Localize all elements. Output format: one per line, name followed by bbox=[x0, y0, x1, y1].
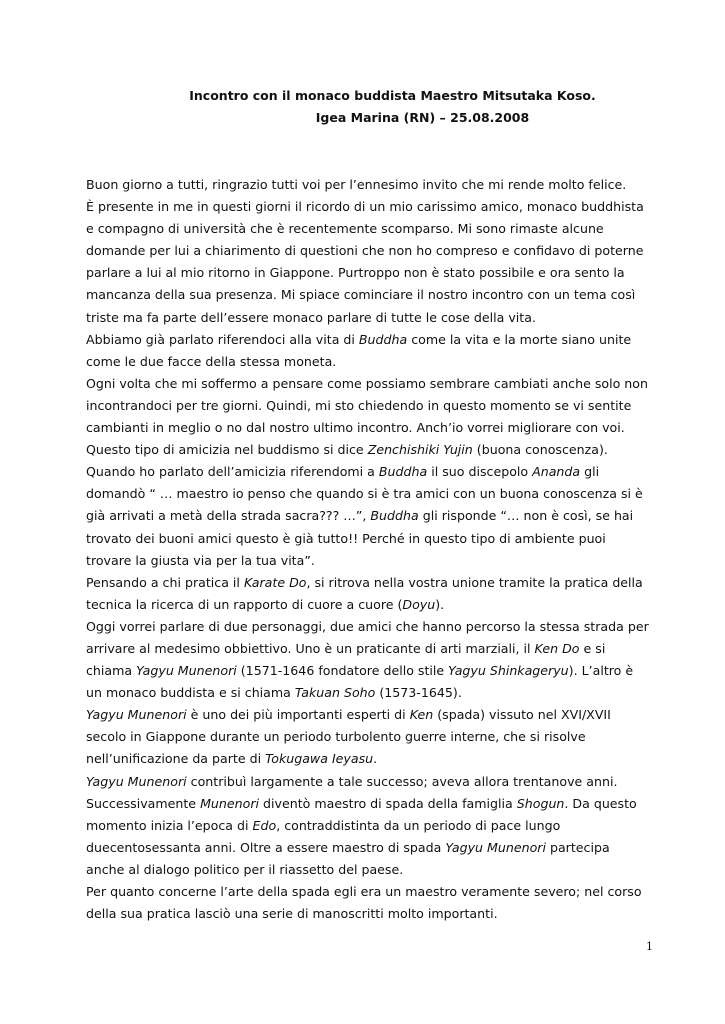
text-run: , contraddistinta da un periodo di pace lungo duecentosessanta anni. Oltre a essere maestro di spada bbox=[86, 817, 561, 855]
paragraph bbox=[86, 461, 652, 571]
italic-term: Ken bbox=[409, 707, 434, 723]
document-body bbox=[86, 174, 652, 925]
paragraph bbox=[86, 771, 652, 793]
text-run: Ogni volta che mi soffermo a pensare come possiamo sembrare cambiati anche solo non incontrandoci per tre giorni. Quindi, mi sto chiedendo in questo momento se vi sentite cambianti in meglio o no dal nostro ultimo incontro. Anch’io vorrei migliorare con voi. bbox=[86, 375, 648, 436]
italic-term: Doyu bbox=[402, 596, 436, 612]
italic-term: Yagyu Shinkageryu bbox=[448, 663, 569, 679]
paragraph bbox=[86, 572, 652, 616]
paragraph bbox=[86, 196, 652, 329]
italic-term: Ananda bbox=[532, 464, 581, 480]
italic-term: Yagyu Munenori bbox=[86, 707, 187, 723]
paragraph bbox=[86, 881, 652, 925]
paragraph bbox=[86, 373, 652, 439]
title-line-2: Igea Marina (RN) – 25.08.2008 bbox=[315, 110, 530, 125]
text-run: . Da questo momento inizia l’epoca di bbox=[86, 795, 637, 833]
text-run: contribuì largamente a tale successo; aveva allora trentanove anni. bbox=[186, 773, 618, 789]
text-run: (1571-1646 fondatore dello stile bbox=[236, 663, 449, 679]
text-run: come la vita e la morte siano unite come le due facce della stessa moneta. bbox=[86, 331, 632, 369]
text-run: gli domandò “ … maestro io penso che quando si è tra amici con un buona conoscenza si è già arrivati a metà della strada sacra??? …”, bbox=[86, 464, 643, 524]
italic-term: Edo bbox=[252, 817, 277, 833]
italic-term: Buddha bbox=[370, 508, 419, 524]
text-run: Quando ho parlato dell’amicizia riferendomi a bbox=[86, 464, 379, 480]
text-run: il suo discepolo bbox=[427, 464, 533, 480]
paragraph bbox=[86, 329, 652, 373]
text-run: diventò maestro di spada della famiglia bbox=[259, 795, 517, 811]
italic-term: Munenori bbox=[200, 795, 260, 811]
paragraph bbox=[86, 704, 652, 770]
text-run: partecipa anche al dialogo politico per il riassetto del paese. bbox=[86, 839, 610, 877]
text-run: (buona conoscenza). bbox=[472, 442, 608, 458]
italic-term: Buddha bbox=[378, 464, 428, 480]
paragraph bbox=[86, 793, 652, 881]
text-run: ). L’altro è un monaco buddista e si chiama bbox=[86, 663, 634, 701]
text-run: Pensando a chi pratica il bbox=[86, 574, 244, 590]
text-run: ). bbox=[435, 596, 445, 612]
paragraph bbox=[86, 439, 652, 461]
italic-term: Buddha bbox=[358, 331, 408, 347]
italic-term: Shogun bbox=[516, 795, 565, 811]
text-run: (spada) vissuto nel XVI/XVII secolo in Giappone durante un periodo turbolento guerre interne, che si risolve nell’unificazione da parte di bbox=[86, 707, 611, 767]
italic-term: Takuan Soho bbox=[294, 685, 376, 701]
text-run: (1573-1645). bbox=[375, 685, 462, 701]
italic-term: Yagyu Munenori bbox=[136, 663, 237, 679]
text-run: gli risponde “… non è così, se hai trovato dei buoni amici questo è già tutto!! Perché in questo tipo di ambiente puoi trovare la giusta via per la tua vita”. bbox=[86, 508, 634, 568]
text-run: Abbiamo già parlato riferendoci alla vita di bbox=[86, 331, 359, 347]
text-run: . bbox=[373, 751, 378, 767]
paragraph bbox=[86, 616, 652, 704]
text-run: Oggi vorrei parlare di due personaggi, due amici che hanno percorso la stessa strada per arrivare al medesimo obbiettivo. Uno è un praticante di arti marziali, il bbox=[86, 618, 649, 656]
text-run: Successivamente bbox=[86, 795, 201, 811]
italic-term: Yagyu Munenori bbox=[445, 839, 546, 855]
page-number: 1 bbox=[646, 940, 653, 953]
italic-term: Karate Do bbox=[243, 574, 307, 590]
italic-term: Ken Do bbox=[534, 640, 580, 656]
paragraph bbox=[86, 174, 652, 196]
italic-term: Tokugawa Ieyasu bbox=[265, 751, 374, 767]
title-line-1: Incontro con il monaco buddista Maestro Mitsutaka Koso. bbox=[189, 88, 596, 103]
document-title bbox=[0, 85, 725, 129]
italic-term: Zenchishiki Yujin bbox=[367, 442, 473, 458]
text-run: e si chiama bbox=[86, 640, 606, 679]
text-run: È presente in me in questi giorni il ricordo di un mio carissimo amico, monaco buddhista e compagno di università che è recentemente scomparso. Mi sono rimaste alcune domande per lui a chiarimento di questioni che non ho compreso e confidavo di poterne parlare a lui al mio ritorno in Giappone. Purtroppo non è stato possibile e ora sento la mancanza della sua presenza. Mi spiace cominciare il nostro incontro con un tema così triste ma fa parte dell’essere monaco parlare di tutte le cose della vita. bbox=[86, 199, 644, 325]
text-run: , si ritrova nella vostra unione tramite la pratica della tecnica la ricerca di un rapporto di cuore a cuore ( bbox=[86, 574, 643, 612]
text-run: Questo tipo di amicizia nel buddismo si dice bbox=[86, 442, 368, 458]
text-run: Per quanto concerne l’arte della spada egli era un maestro veramente severo; nel corso della sua pratica lasciò una serie di manoscritti molto importanti. bbox=[86, 884, 642, 922]
italic-term: Yagyu Munenori bbox=[86, 773, 187, 789]
text-run: Buon giorno a tutti, ringrazio tutti voi per l’ennesimo invito che mi rende molto felice. bbox=[86, 177, 627, 192]
text-run: è uno dei più importanti esperti di bbox=[186, 707, 410, 723]
